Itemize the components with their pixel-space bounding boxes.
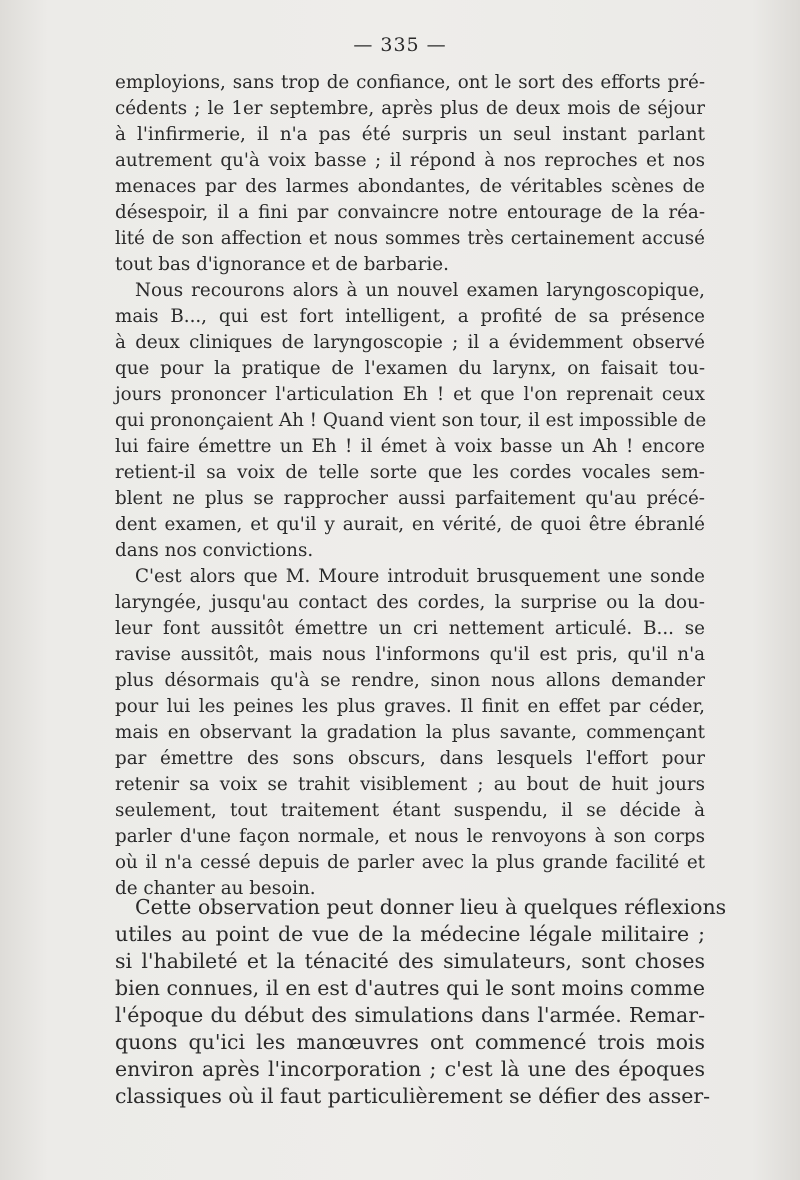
text-line: que pour la pratique de l'examen du larynx, on faisait tou-: [115, 358, 705, 379]
text-line: lité de son affection et nous sommes très certainement accusé: [115, 228, 705, 249]
text-line: parler d'une façon normale, et nous le renvoyons à son corps: [115, 826, 705, 847]
text-line: lui faire émettre un Eh ! il émet à voix basse un Ah ! encore: [115, 436, 705, 457]
text-line: plus désormais qu'à se rendre, sinon nous allons demander: [115, 670, 705, 691]
body-text-upper: [115, 70, 705, 902]
text-line: dent examen, et qu'il y aurait, en vérité, de quoi être ébranlé: [115, 514, 705, 535]
text-line: désespoir, il a fini par convaincre notre entourage de la réa-: [115, 202, 705, 223]
text-line: mais B..., qui est fort intelligent, a profité de sa présence: [115, 306, 705, 327]
text-line: bien connues, il en est d'autres qui le sont moins comme: [115, 976, 705, 1000]
text-line: où il n'a cessé depuis de parler avec la plus grande facilité et: [115, 852, 705, 873]
text-line: dans nos convictions.: [115, 540, 314, 561]
text-line: jours prononcer l'articulation Eh ! et que l'on reprenait ceux: [115, 384, 705, 405]
paragraph-4: [115, 894, 727, 1110]
text-line: laryngée, jusqu'au contact des cordes, la surprise ou la dou-: [115, 592, 705, 613]
text-line: qui prononçaient Ah ! Quand vient son tour, il est impossible de: [115, 410, 707, 431]
text-line: Cette observation peut donner lieu à quelques réflexions: [135, 895, 727, 919]
text-line: tout bas d'ignorance et de barbarie.: [115, 254, 449, 275]
text-line: cédents ; le 1er septembre, après plus de deux mois de séjour: [115, 98, 705, 119]
text-line: classiques où il faut particulièrement se défier des asser-: [115, 1084, 711, 1108]
text-line: retient-il sa voix de telle sorte que les cordes vocales sem-: [115, 462, 705, 483]
text-line: blent ne plus se rapprocher aussi parfaitement qu'au précé-: [115, 488, 705, 509]
text-line: l'époque du début des simulations dans l'armée. Remar-: [115, 1003, 705, 1027]
text-line: autrement qu'à voix basse ; il répond à nos reproches et nos: [115, 150, 705, 171]
text-line: menaces par des larmes abondantes, de véritables scènes de: [115, 176, 705, 197]
text-line: mais en observant la gradation la plus savante, commençant: [115, 722, 705, 743]
text-line: ravise aussitôt, mais nous l'informons qu'il est pris, qu'il n'a: [115, 644, 705, 665]
text-line: à l'infirmerie, il n'a pas été surpris un seul instant parlant: [115, 124, 705, 145]
body-text-lower: [115, 894, 727, 1110]
paragraph-2: [115, 278, 705, 564]
text-line: environ après l'incorporation ; c'est là une des époques: [115, 1057, 705, 1081]
text-line: par émettre des sons obscurs, dans lesquels l'effort pour: [115, 748, 705, 769]
text-line: à deux cliniques de laryngoscopie ; il a évidemment observé: [115, 332, 705, 353]
text-line: retenir sa voix se trahit visiblement ; au bout de huit jours: [115, 774, 705, 795]
text-line: quons qu'ici les manœuvres ont commencé trois mois: [115, 1030, 705, 1054]
text-line: employions, sans trop de confiance, ont le sort des efforts pré-: [115, 72, 705, 93]
text-line: si l'habileté et la ténacité des simulateurs, sont choses: [115, 949, 705, 973]
text-line: leur font aussitôt émettre un cri nettement articulé. B... se: [115, 618, 705, 639]
page-number: — 335 —: [353, 34, 447, 56]
text-line: Nous recourons alors à un nouvel examen laryngoscopique,: [135, 280, 705, 301]
text-line: pour lui les peines les plus graves. Il finit en effet par céder,: [115, 696, 705, 717]
paragraph-1: [115, 70, 705, 278]
paragraph-3: [115, 564, 705, 902]
text-line: de chanter au besoin.: [115, 878, 316, 899]
text-line: utiles au point de vue de la médecine légale militaire ;: [115, 922, 705, 946]
text-line: seulement, tout traitement étant suspendu, il se décide à: [115, 800, 705, 821]
text-line: C'est alors que M. Moure introduit brusquement une sonde: [135, 566, 705, 587]
